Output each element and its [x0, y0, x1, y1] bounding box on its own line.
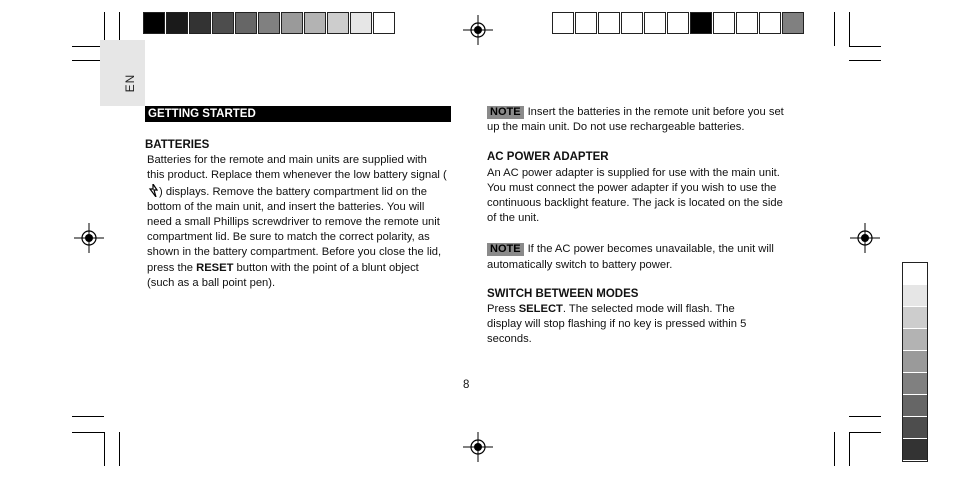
color-swatch [903, 373, 927, 395]
batteries-text-part: ) displays. Remove the battery compartment lid on the bottom of the main unit, and insert the batteries. You will need a small Phillips screwdriver to remove the remote unit compartment lid. Be sure to match the correct polarity, as shown in the battery compartment. Before you close the lid, press the [147, 185, 442, 274]
color-swatch [575, 12, 597, 34]
color-swatch [903, 329, 927, 351]
registration-mark-icon [74, 223, 104, 253]
batteries-text-part: button with the point of a blunt object (such as a ball point pen). [147, 261, 419, 289]
crop-mark [849, 60, 881, 61]
switch-text-part: . The selected mode will flash. The display will stop flashing if no key is pressed within 5 seconds. [487, 303, 747, 346]
ac-adapter-text: An AC power adapter is supplied for use with the main unit. You must connect the power adapter if you wish to use the continuous backlight feature. The jack is located on the side of the unit. [487, 166, 783, 225]
color-swatch [713, 12, 735, 34]
color-swatch [759, 12, 781, 34]
note-badge: NOTE [487, 243, 524, 256]
note-2 [487, 242, 792, 272]
crop-mark [834, 12, 835, 46]
color-swatch [736, 12, 758, 34]
crop-mark [849, 12, 850, 46]
left-column [145, 106, 451, 291]
color-swatch [350, 12, 372, 34]
crop-mark [849, 432, 881, 433]
color-swatch [903, 263, 927, 285]
color-swatch [281, 12, 303, 34]
switch-modes-heading: SWITCH BETWEEN MODES [487, 287, 639, 300]
reset-label: RESET [196, 261, 234, 274]
registration-mark-icon [850, 223, 880, 253]
color-swatch [235, 12, 257, 34]
registration-mark-icon [463, 15, 493, 45]
right-column [487, 105, 792, 348]
color-swatch [327, 12, 349, 34]
switch-modes-text [487, 302, 765, 348]
crop-mark [834, 432, 835, 466]
color-swatch [644, 12, 666, 34]
grayscale-strip-vertical [902, 262, 928, 462]
color-swatch [903, 351, 927, 373]
battery-signal-icon [148, 184, 158, 197]
color-swatch [166, 12, 188, 34]
color-swatch [903, 439, 927, 461]
color-swatch [903, 307, 927, 329]
switch-text-part: Press [487, 303, 519, 316]
crop-mark [849, 416, 881, 417]
registration-mark-icon [463, 432, 493, 462]
color-swatch [304, 12, 326, 34]
select-label: SELECT [518, 303, 563, 316]
color-swatch [373, 12, 395, 34]
section-title: GETTING STARTED [145, 106, 451, 122]
color-swatch [552, 12, 574, 34]
crop-mark [119, 432, 120, 466]
color-swatch [189, 12, 211, 34]
grayscale-strip-right [552, 12, 805, 36]
note-2-text: If the AC power becomes unavailable, the unit will automatically switch to battery power. [487, 243, 774, 271]
note-1-text: Insert the batteries in the remote unit before you set up the main unit. Do not use rechargeable batteries. [487, 106, 784, 134]
color-swatch [667, 12, 689, 34]
crop-mark [72, 416, 104, 417]
color-swatch [212, 12, 234, 34]
color-swatch [903, 285, 927, 307]
note-badge: NOTE [487, 106, 524, 119]
color-swatch [903, 417, 927, 439]
color-swatch [143, 12, 165, 34]
color-swatch [782, 12, 804, 34]
crop-mark [72, 432, 104, 433]
color-swatch [690, 12, 712, 34]
batteries-heading: BATTERIES [145, 139, 210, 151]
color-swatch [903, 395, 927, 417]
crop-mark [849, 432, 850, 466]
grayscale-strip-left [143, 12, 396, 36]
batteries-text-part: Batteries for the remote and main units are supplied with this product. Replace them whenever the low battery signal ( [147, 154, 447, 182]
crop-mark [104, 432, 105, 466]
ac-adapter-heading: AC POWER ADAPTER [487, 151, 609, 164]
note-1 [487, 105, 792, 135]
language-label: EN [123, 73, 137, 93]
crop-mark [849, 46, 881, 47]
color-swatch [258, 12, 280, 34]
page-number: 8 [463, 379, 470, 391]
color-swatch [598, 12, 620, 34]
batteries-text [145, 153, 447, 291]
color-swatch [621, 12, 643, 34]
